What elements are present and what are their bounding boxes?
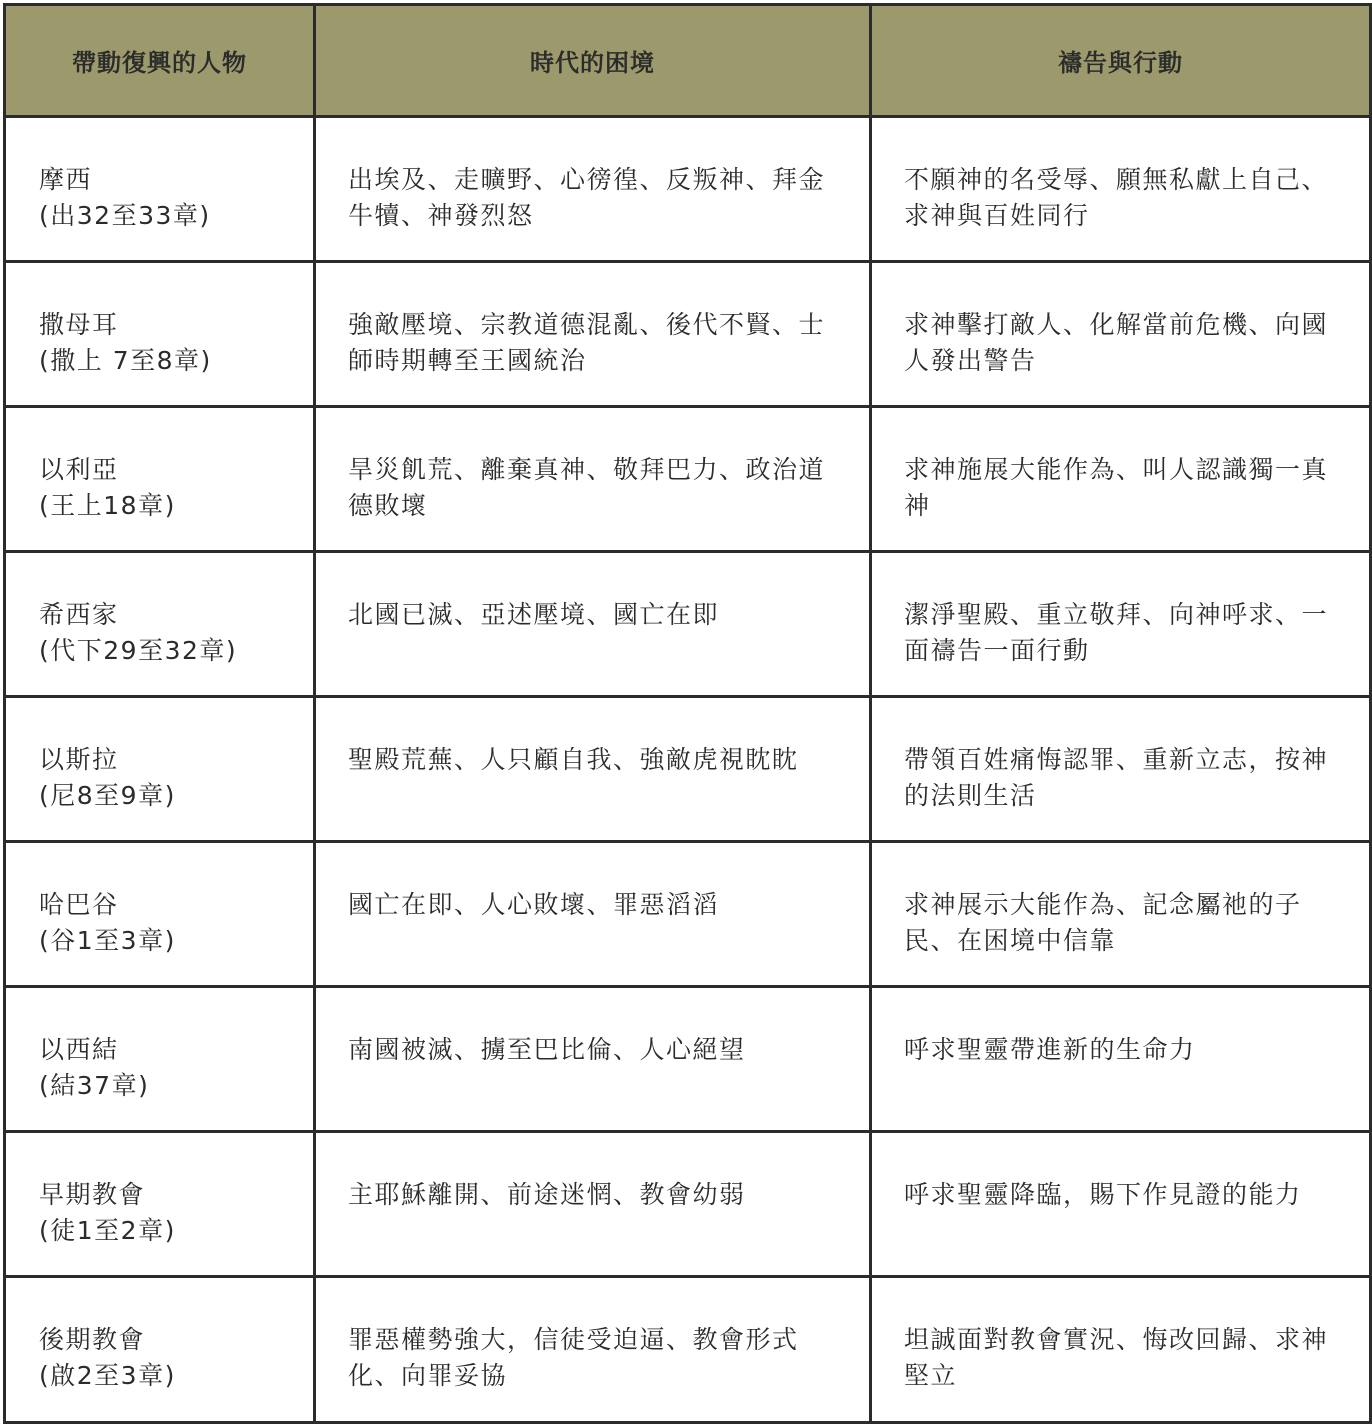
- dilemma-cell: 南國被滅、擄至巴比倫、人心絕望: [315, 987, 871, 1132]
- action-cell: 不願神的名受辱、願無私獻上自己、求神與百姓同行: [871, 117, 1371, 262]
- header-action: 禱告與行動: [871, 5, 1371, 117]
- person-cell: [5, 987, 315, 1132]
- header-row: [5, 5, 1371, 117]
- scripture-ref: (代下29至32章): [39, 636, 238, 665]
- table-row: [5, 697, 1371, 842]
- dilemma-cell: 國亡在即、人心敗壞、罪惡滔滔: [315, 842, 871, 987]
- action-cell: 呼求聖靈帶進新的生命力: [871, 987, 1371, 1132]
- scripture-ref: (王上18章): [39, 491, 176, 520]
- person-name: 希西家: [39, 600, 119, 629]
- table-row: [5, 987, 1371, 1132]
- person-name: 以斯拉: [39, 745, 119, 774]
- scripture-ref: (撒上 7至8章): [39, 346, 212, 375]
- scripture-ref: (徒1至2章): [39, 1216, 176, 1245]
- dilemma-cell: 旱災飢荒、離棄真神、敬拜巴力、政治道德敗壞: [315, 407, 871, 552]
- header-person: 帶動復興的人物: [5, 5, 315, 117]
- revival-table: [3, 3, 1372, 1424]
- person-cell: [5, 407, 315, 552]
- table-row: [5, 1277, 1371, 1423]
- scripture-ref: (結37章): [39, 1071, 150, 1100]
- table-row: [5, 1132, 1371, 1277]
- person-cell: [5, 552, 315, 697]
- person-name: 以西結: [39, 1035, 119, 1064]
- scripture-ref: (谷1至3章): [39, 926, 176, 955]
- person-cell: [5, 697, 315, 842]
- action-cell: 求神擊打敵人、化解當前危機、向國人發出警告: [871, 262, 1371, 407]
- person-cell: [5, 1277, 315, 1423]
- dilemma-cell: 北國已滅、亞述壓境、國亡在即: [315, 552, 871, 697]
- dilemma-cell: 罪惡權勢強大，信徒受迫逼、教會形式化、向罪妥協: [315, 1277, 871, 1423]
- action-cell: 坦誠面對教會實況、悔改回歸、求神堅立: [871, 1277, 1371, 1423]
- scripture-ref: (出32至33章): [39, 201, 211, 230]
- person-cell: [5, 117, 315, 262]
- person-cell: [5, 262, 315, 407]
- table-row: [5, 552, 1371, 697]
- table-row: [5, 117, 1371, 262]
- scripture-ref: (啟2至3章): [39, 1361, 176, 1390]
- person-cell: [5, 1132, 315, 1277]
- action-cell: 潔淨聖殿、重立敬拜、向神呼求、一面禱告一面行動: [871, 552, 1371, 697]
- person-name: 撒母耳: [39, 310, 119, 339]
- header-dilemma: 時代的困境: [315, 5, 871, 117]
- action-cell: 帶領百姓痛悔認罪、重新立志，按神的法則生活: [871, 697, 1371, 842]
- dilemma-cell: 聖殿荒蕪、人只顧自我、強敵虎視眈眈: [315, 697, 871, 842]
- person-name: 後期教會: [39, 1325, 146, 1354]
- dilemma-cell: 主耶穌離開、前途迷惘、教會幼弱: [315, 1132, 871, 1277]
- action-cell: 求神施展大能作為、叫人認識獨一真神: [871, 407, 1371, 552]
- person-cell: [5, 842, 315, 987]
- action-cell: 呼求聖靈降臨，賜下作見證的能力: [871, 1132, 1371, 1277]
- person-name: 早期教會: [39, 1180, 146, 1209]
- dilemma-cell: 出埃及、走曠野、心徬徨、反叛神、拜金牛犢、神發烈怒: [315, 117, 871, 262]
- table-row: [5, 407, 1371, 552]
- person-name: 哈巴谷: [39, 890, 119, 919]
- person-name: 以利亞: [39, 455, 119, 484]
- dilemma-cell: 強敵壓境、宗教道德混亂、後代不賢、士師時期轉至王國統治: [315, 262, 871, 407]
- table-row: [5, 842, 1371, 987]
- table-row: [5, 262, 1371, 407]
- action-cell: 求神展示大能作為、記念屬祂的子民、在困境中信靠: [871, 842, 1371, 987]
- scripture-ref: (尼8至9章): [39, 781, 176, 810]
- person-name: 摩西: [39, 165, 93, 194]
